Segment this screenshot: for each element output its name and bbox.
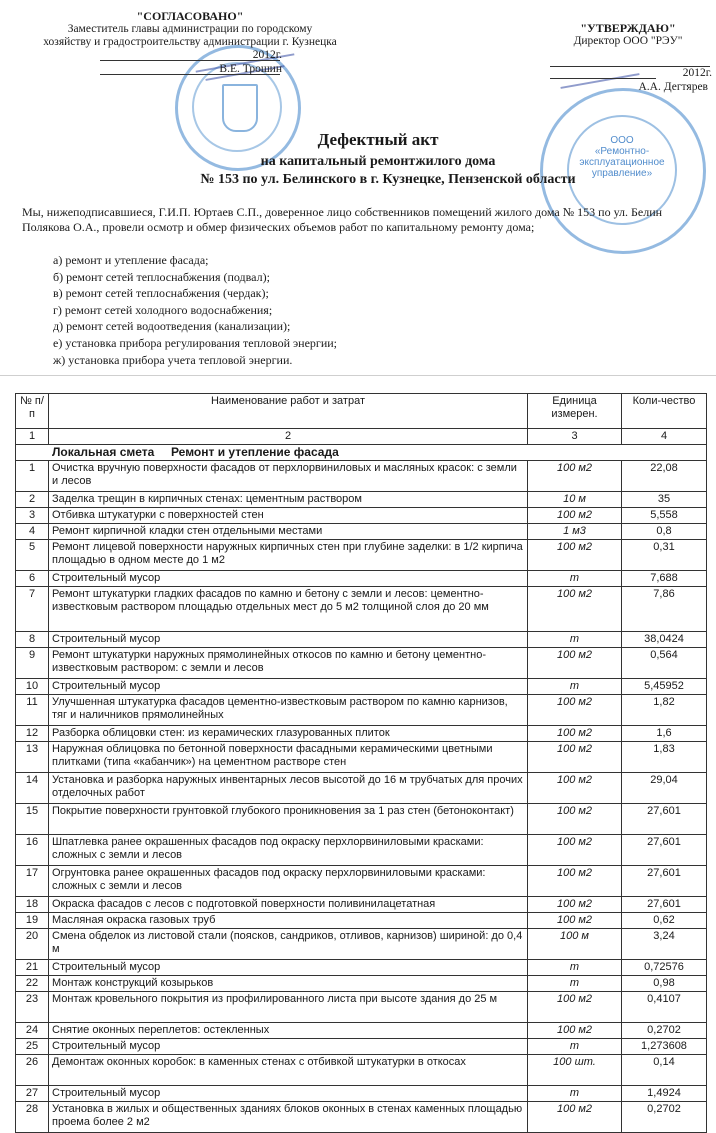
row-qty: 27,601: [622, 835, 707, 866]
row-qty: 38,0424: [622, 632, 707, 648]
row-number: 28: [16, 1102, 49, 1133]
signature-rule: [550, 56, 710, 67]
row-unit: 100 м2: [528, 648, 622, 679]
table-row: [16, 742, 707, 773]
row-unit: 1 м3: [528, 524, 622, 540]
table-row: [16, 508, 707, 524]
approval-position: Директор ООО "РЭУ": [573, 35, 683, 47]
approval-signatory: А.А. Дегтярев: [638, 81, 708, 93]
row-qty: 0,564: [622, 648, 707, 679]
row-name: Улучшенная штукатурка фасадов цементно-известковым раствором по камню карнизов, тяг и наличников прямолинейных: [49, 695, 528, 726]
row-unit: т: [528, 976, 622, 992]
row-unit: 100 м2: [528, 897, 622, 913]
row-qty: 0,14: [622, 1055, 707, 1086]
row-number: 4: [16, 524, 49, 540]
row-unit: т: [528, 679, 622, 695]
table-row: [16, 804, 707, 835]
table-row: [16, 540, 707, 571]
row-name: Окраска фасадов с лесов с подготовкой поверхности поливинилацетатная: [49, 897, 528, 913]
row-number: 12: [16, 726, 49, 742]
coat-of-arms-icon: [222, 84, 258, 132]
row-unit: 100 м2: [528, 1102, 622, 1133]
row-name: Очистка вручную поверхности фасадов от перхлорвиниловых и масляных красок: с земли и лесов: [49, 461, 528, 492]
row-number: 21: [16, 960, 49, 976]
table-row: [16, 992, 707, 1023]
table-row: [16, 571, 707, 587]
row-qty: 0,98: [622, 976, 707, 992]
works-list-item: ж) установка прибора учета тепловой энергии.: [53, 352, 293, 367]
table-row: [16, 835, 707, 866]
row-name: Строительный мусор: [49, 960, 528, 976]
works-list-item: е) установка прибора регулирования тепловой энергии;: [53, 335, 338, 350]
row-unit: 100 м: [528, 929, 622, 960]
column-number: 4: [622, 429, 707, 445]
row-number: 8: [16, 632, 49, 648]
row-name: Установка и разборка наружных инвентарных лесов высотой до 16 м трубчатых для прочих отделочных работ: [49, 773, 528, 804]
row-number: 22: [16, 976, 49, 992]
row-name: Покрытие поверхности грунтовкой глубокого проникновения за 1 раз стен (бетоноконтакт): [49, 804, 528, 835]
header-unit: Единица измерен.: [528, 394, 622, 429]
signature-rule: [550, 78, 656, 79]
row-number: 6: [16, 571, 49, 587]
intro-line: Полякова О.А., провели осмотр и обмер физических объемов работ по капитальному ремонту дома;: [22, 220, 535, 234]
table-row: [16, 976, 707, 992]
row-name: Установка в жилых и общественных зданиях блоков оконных в стенах каменных площадью проема более 2 м2: [49, 1102, 528, 1133]
row-number: 10: [16, 679, 49, 695]
row-number: 24: [16, 1023, 49, 1039]
approval-date-line: [40, 49, 340, 63]
row-name: Строительный мусор: [49, 571, 528, 587]
row-number: 16: [16, 835, 49, 866]
row-name: Масляная окраска газовых труб: [49, 913, 528, 929]
table-row: [16, 1055, 707, 1086]
row-qty: 27,601: [622, 897, 707, 913]
header-num: № п/п: [16, 394, 49, 429]
row-name: Смена обделок из листовой стали (поясков, сандриков, отливов, карнизов) шириной: до 0,4 м: [49, 929, 528, 960]
approval-block-approved: [540, 22, 716, 94]
document-subtitle: на капитальный ремонтжилого дома: [260, 154, 496, 169]
table-row: [16, 492, 707, 508]
row-qty: 0,8: [622, 524, 707, 540]
document-title: Дефектный акт: [317, 130, 439, 149]
row-number: 1: [16, 461, 49, 492]
table-row: [16, 897, 707, 913]
table-row: [16, 461, 707, 492]
works-list-item: г) ремонт сетей холодного водоснабжения;: [53, 302, 273, 317]
table-section-row: [16, 445, 707, 461]
row-number: 2: [16, 492, 49, 508]
row-qty: 35: [622, 492, 707, 508]
row-qty: 0,4107: [622, 992, 707, 1023]
works-list-item: а) ремонт и утепление фасада;: [53, 253, 209, 267]
estimate-table: [15, 393, 707, 1133]
row-unit: 100 м2: [528, 1023, 622, 1039]
row-qty: 5,45952: [622, 679, 707, 695]
stamp-org-line: эксплуатационное: [579, 157, 665, 168]
row-unit: 100 м2: [528, 508, 622, 524]
row-unit: 100 м2: [528, 695, 622, 726]
row-unit: т: [528, 1086, 622, 1102]
row-number: 27: [16, 1086, 49, 1102]
works-list: [53, 252, 337, 368]
row-qty: 1,83: [622, 742, 707, 773]
row-unit: 100 м2: [528, 835, 622, 866]
column-number: 2: [49, 429, 528, 445]
row-number: 18: [16, 897, 49, 913]
row-number: 11: [16, 695, 49, 726]
table-row: [16, 632, 707, 648]
row-unit: 100 м2: [528, 726, 622, 742]
row-unit: 100 м2: [528, 742, 622, 773]
row-name: Ремонт лицевой поверхности наружных кирпичных стен при глубине заделки: в 1/2 кирпича площадью в одном месте до 1 м2: [49, 540, 528, 571]
table-row: [16, 648, 707, 679]
row-qty: 1,82: [622, 695, 707, 726]
row-qty: 22,08: [622, 461, 707, 492]
table-row: [16, 587, 707, 632]
row-qty: 0,31: [622, 540, 707, 571]
row-unit: 100 м2: [528, 461, 622, 492]
table-row: [16, 773, 707, 804]
row-unit: т: [528, 632, 622, 648]
stamp-org-line: ООО: [610, 135, 634, 146]
approval-signatory: В.Е. Трошин: [219, 63, 282, 75]
row-qty: 7,688: [622, 571, 707, 587]
approval-date-year: 2012г.: [252, 49, 282, 61]
row-qty: 3,24: [622, 929, 707, 960]
column-number: 3: [528, 429, 622, 445]
row-name: Наружная облицовка по бетонной поверхности фасадными керамическими цветными плитками (типа «кабанчик») на цементном растворе стен: [49, 742, 528, 773]
table-column-numbers-row: [16, 429, 707, 445]
column-number: 1: [16, 429, 49, 445]
row-unit: 100 м2: [528, 773, 622, 804]
row-number: 20: [16, 929, 49, 960]
row-number: 25: [16, 1039, 49, 1055]
row-qty: 5,558: [622, 508, 707, 524]
row-qty: 7,86: [622, 587, 707, 632]
section-title: Локальная смета Ремонт и утепление фасада: [16, 445, 707, 461]
row-unit: 100 м2: [528, 587, 622, 632]
approval-block-agreed: [40, 10, 340, 77]
table-row: [16, 679, 707, 695]
row-number: 13: [16, 742, 49, 773]
row-number: 14: [16, 773, 49, 804]
row-name: Снятие оконных переплетов: остекленных: [49, 1023, 528, 1039]
row-number: 23: [16, 992, 49, 1023]
intro-line: Мы, нижеподписавшиеся, Г.И.П. Юртаев С.П., доверенное лицо собственников помещений жилого дома № 153 по ул. Белин: [22, 205, 663, 219]
row-qty: 0,72576: [622, 960, 707, 976]
row-number: 19: [16, 913, 49, 929]
table-row: [16, 695, 707, 726]
row-name: Строительный мусор: [49, 632, 528, 648]
row-unit: т: [528, 1039, 622, 1055]
row-qty: 27,601: [622, 804, 707, 835]
row-unit: 100 м2: [528, 992, 622, 1023]
row-number: 9: [16, 648, 49, 679]
table-row: [16, 1102, 707, 1133]
row-name: Ремонт штукатурки наружных прямолинейных откосов по камню и бетону цементно-известковым раствором: с земли и лесов: [49, 648, 528, 679]
row-name: Строительный мусор: [49, 1086, 528, 1102]
row-name: Ремонт кирпичной кладки стен отдельными местами: [49, 524, 528, 540]
row-unit: 100 м2: [528, 540, 622, 571]
row-qty: 0,2702: [622, 1023, 707, 1039]
row-number: 17: [16, 866, 49, 897]
row-name: Монтаж кровельного покрытия из профилированного листа при высоте здания до 25 м: [49, 992, 528, 1023]
table-header-row: [16, 394, 707, 429]
row-unit: т: [528, 960, 622, 976]
row-unit: 100 м2: [528, 913, 622, 929]
row-number: 15: [16, 804, 49, 835]
stamp-org-line: «Ремонтно-: [594, 146, 650, 157]
row-unit: т: [528, 571, 622, 587]
works-list-item: в) ремонт сетей теплоснабжения (чердак);: [53, 286, 269, 301]
table-row: [16, 524, 707, 540]
header-qty: Коли-чество: [622, 394, 707, 429]
document-address: № 153 по ул. Белинского в г. Кузнецке, Пензенской области: [200, 172, 576, 187]
table-row: [16, 913, 707, 929]
table-row: [16, 960, 707, 976]
row-name: Шпатлевка ранее окрашенных фасадов под окраску перхлорвиниловыми красками: сложных с земли и лесов: [49, 835, 528, 866]
row-unit: 100 м2: [528, 866, 622, 897]
row-qty: 27,601: [622, 866, 707, 897]
row-number: 3: [16, 508, 49, 524]
approval-date-line: [540, 67, 716, 81]
row-name: Строительный мусор: [49, 679, 528, 695]
row-qty: 0,62: [622, 913, 707, 929]
row-name: Ремонт штукатурки гладких фасадов по камню и бетону с земли и лесов: цементно-известковым раствором площадью отдельных мест до 5 м2 толщиной слоя до 20 мм: [49, 587, 528, 632]
table-row: [16, 929, 707, 960]
table-row: [16, 1086, 707, 1102]
table-row: [16, 866, 707, 897]
approval-heading: "СОГЛАСОВАНО": [136, 9, 244, 23]
row-name: Отбивка штукатурки с поверхностей стен: [49, 508, 528, 524]
row-number: 7: [16, 587, 49, 632]
stamp-org-line: управление»: [591, 168, 653, 179]
row-unit: 100 м2: [528, 804, 622, 835]
row-name: Монтаж конструкций козырьков: [49, 976, 528, 992]
row-unit: 10 м: [528, 492, 622, 508]
row-name: Заделка трещин в кирпичных стенах: цементным раствором: [49, 492, 528, 508]
row-name: Разборка облицовки стен: из керамических глазурованных плиток: [49, 726, 528, 742]
table-row: [16, 1039, 707, 1055]
header-name: Наименование работ и затрат: [49, 394, 528, 429]
row-number: 5: [16, 540, 49, 571]
row-name: Огрунтовка ранее окрашенных фасадов под окраску перхлорвиниловыми красками: сложных с земли и лесов: [49, 866, 528, 897]
row-name: Демонтаж оконных коробок: в каменных стенах с отбивкой штукатурки в откосах: [49, 1055, 528, 1086]
approval-date-year: 2012г.: [682, 67, 712, 79]
row-qty: 29,04: [622, 773, 707, 804]
row-qty: 1,6: [622, 726, 707, 742]
row-qty: 1,4924: [622, 1086, 707, 1102]
approval-position: Заместитель главы администрации по городскому: [67, 23, 313, 35]
table-row: [16, 1023, 707, 1039]
approval-position: хозяйству и градостроительству администрации г. Кузнецка: [43, 36, 337, 48]
approval-signatory-line: [40, 63, 340, 77]
row-qty: 0,2702: [622, 1102, 707, 1133]
approval-heading: "УТВЕРЖДАЮ": [580, 21, 676, 35]
row-unit: 100 шт.: [528, 1055, 622, 1086]
works-list-item: д) ремонт сетей водоотведения (канализации);: [53, 319, 291, 334]
row-name: Строительный мусор: [49, 1039, 528, 1055]
works-list-item: б) ремонт сетей теплоснабжения (подвал);: [53, 269, 270, 284]
page-divider: [0, 375, 716, 376]
row-qty: 1,273608: [622, 1039, 707, 1055]
row-number: 26: [16, 1055, 49, 1086]
table-row: [16, 726, 707, 742]
intro-paragraph: [22, 205, 716, 235]
